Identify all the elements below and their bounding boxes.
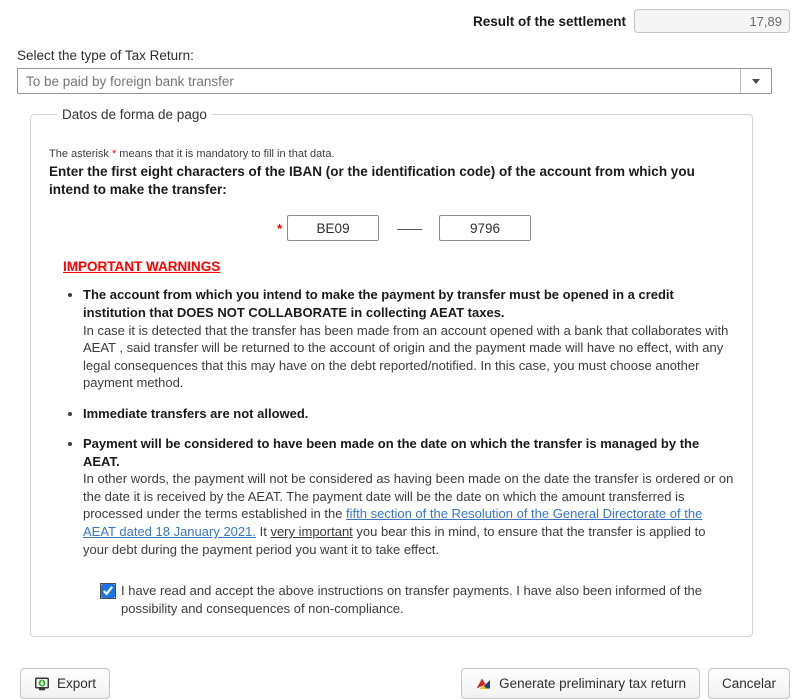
cancel-button[interactable]	[708, 668, 790, 699]
accept-instructions-checkbox[interactable]	[101, 584, 115, 598]
warning-3-text-pre: In other words, the payment will not be considered as having been made on the date the transfer is ordered or on the date it is received by the AEAT. The payment date will be the date on which the amount transferred is processed under the terms established in the	[83, 471, 734, 522]
settlement-result-input	[634, 9, 790, 33]
generate-preliminary-tax-return-button[interactable]	[461, 668, 700, 699]
export-button[interactable]	[20, 668, 110, 699]
tax-return-type-label: Select the type of Tax Return:	[17, 48, 194, 63]
required-asterisk: *	[277, 220, 283, 236]
warnings-list	[49, 286, 734, 558]
iban-prefix-input[interactable]	[287, 215, 379, 241]
important-warnings-title: IMPORTANT WARNINGS	[63, 259, 221, 275]
accept-instructions-label: I have read and accept the above instructions on transfer payments. I have also been informed of the possibility and consequences of non-compliance.	[121, 583, 703, 617]
iban-suffix-input[interactable]	[439, 215, 531, 241]
dropdown-arrow-button[interactable]	[740, 69, 771, 93]
warning-2-bold: Immediate transfers are not allowed.	[83, 405, 309, 421]
warning-1-text: In case it is detected that the transfer has been made from an account opened with a bank that collaborates with AEAT , said transfer will be returned to the account of origin and the payment made will have no effect, with any legal consequences that this may have on the debt reported/notified. In this case, you must choose another payment method.	[83, 322, 729, 391]
warning-3-text-post: you bear this in mind, to ensure that the transfer is applied to your debt during the payment period you want it to take effect.	[83, 524, 706, 557]
accept-instructions-row	[101, 582, 734, 618]
warning-3-text-mid: It	[255, 524, 271, 539]
note-text-pre: The asterisk	[49, 148, 112, 160]
aeat-logo-icon	[475, 676, 492, 692]
very-important-text: very important	[270, 524, 353, 539]
resolution-link[interactable]: fifth section of the Resolution of the General Directorate of the AEAT dated 18 January 2021.	[83, 506, 703, 539]
export-spreadsheet-icon	[34, 676, 50, 692]
tax-return-type-select[interactable]	[17, 68, 772, 94]
export-button-label: Export	[57, 676, 97, 692]
warning-1-bold: The account from which you intend to make the payment by transfer must be opened in a credit institution that DOES NOT COLLABORATE in collecting AEAT taxes.	[83, 287, 674, 320]
payment-method-fieldset	[30, 107, 753, 637]
mandatory-asterisk-note	[49, 148, 734, 160]
footer-button-bar	[20, 668, 790, 699]
warning-item-immediate	[83, 405, 734, 423]
note-asterisk: *	[111, 148, 117, 160]
iban-separator: ——	[397, 220, 422, 236]
iban-instruction-text: Enter the first eight characters of the IBAN (or the identification code) of the account from which you intend to make the transfer:	[49, 164, 695, 198]
footer-right-group	[461, 668, 790, 699]
warning-3-bold: Payment will be considered to have been made on the date on which the transfer is managed by the AEAT.	[83, 436, 700, 469]
note-text-post: means that it is mandatory to fill in that data.	[116, 148, 335, 160]
cancel-button-label: Cancelar	[721, 676, 776, 692]
warning-item-account	[83, 286, 734, 391]
iban-input-row	[277, 215, 734, 241]
payment-fieldset-legend: Datos de forma de pago	[62, 107, 207, 122]
settlement-result-label: Result of the settlement	[472, 13, 626, 29]
settlement-result-row	[0, 0, 800, 33]
generate-button-label: Generate preliminary tax return	[499, 676, 686, 692]
tax-return-type-selected-value: To be paid by foreign bank transfer	[26, 73, 234, 89]
warning-item-payment-date	[83, 435, 734, 558]
chevron-down-icon	[752, 79, 760, 84]
